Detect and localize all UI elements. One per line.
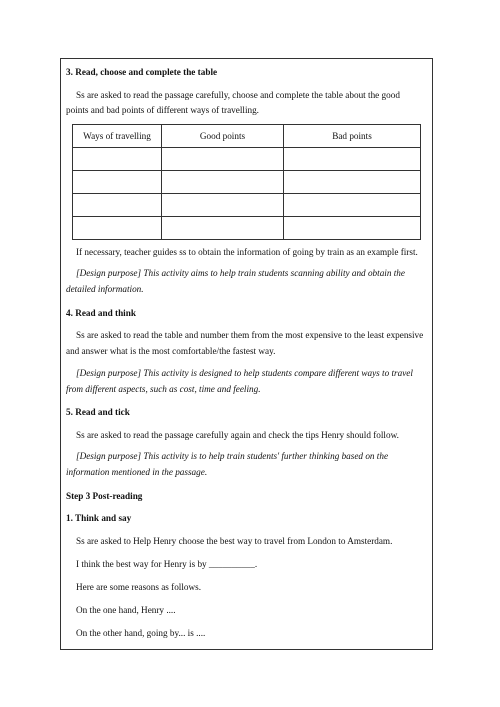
- step-3-line: I think the best way for Henry is by __________.: [76, 559, 258, 569]
- section-4-paragraph-line2: and answer what is the most comfortable/the fastest way.: [66, 346, 276, 356]
- section-5-paragraph: Ss are asked to read the passage carefully again and check the tips Henry should follow.: [76, 430, 399, 440]
- section-4-heading: 4. Read and think: [66, 308, 136, 318]
- table-header-good-points: Good points: [162, 125, 284, 148]
- table-cell[interactable]: [162, 148, 284, 171]
- section-3-heading: 3. Read, choose and complete the table: [66, 67, 218, 77]
- section-5-design-purpose-line1: [Design purpose] This activity is to help train students' further thinking based on the: [76, 451, 389, 461]
- table-cell[interactable]: [73, 171, 162, 194]
- table-row: [73, 217, 421, 240]
- section-4-paragraph-line1: Ss are asked to read the table and number them from the most expensive to the least expensive: [76, 330, 424, 340]
- section-5-heading: 5. Read and tick: [66, 407, 130, 417]
- step-3-line: Ss are asked to Help Henry choose the best way to travel from London to Amsterdam.: [76, 536, 393, 546]
- table-row: [73, 171, 421, 194]
- table-cell[interactable]: [73, 194, 162, 217]
- table-cell[interactable]: [162, 217, 284, 240]
- step-3-line: Here are some reasons as follows.: [76, 582, 202, 592]
- section-3-paragraph-line1: Ss are asked to read the passage carefully, choose and complete the table about the good: [76, 90, 400, 100]
- section-3-design-purpose-line1: [Design purpose] This activity aims to help train students scanning ability and obtain the: [76, 268, 405, 278]
- table-cell[interactable]: [73, 148, 162, 171]
- teacher-note: If necessary, teacher guides ss to obtain the information of going by train as an example first.: [76, 247, 418, 257]
- step-3-heading: Step 3 Post-reading: [66, 491, 143, 501]
- table-cell[interactable]: [162, 194, 284, 217]
- table-row: [73, 194, 421, 217]
- section-4-design-purpose-line1: [Design purpose] This activity is designed to help students compare different ways to travel: [76, 368, 413, 378]
- section-5-design-purpose-line2: information mentioned in the passage.: [66, 467, 208, 477]
- table-cell[interactable]: [73, 217, 162, 240]
- table-header-row: [73, 125, 421, 148]
- table-cell[interactable]: [284, 148, 421, 171]
- step-3-line: On the one hand, Henry ....: [76, 605, 176, 615]
- ways-of-travelling-table: [72, 124, 421, 240]
- table-header-ways: Ways of travelling: [73, 125, 162, 148]
- step-3-line: On the other hand, going by... is ....: [76, 628, 206, 638]
- table-cell[interactable]: [284, 171, 421, 194]
- section-4-design-purpose-line2: from different aspects, such as cost, time and feeling.: [66, 384, 261, 394]
- table-cell[interactable]: [284, 194, 421, 217]
- table-header-bad-points: Bad points: [284, 125, 421, 148]
- section-3-design-purpose-line2: detailed information.: [66, 284, 144, 294]
- step-3-subheading: 1. Think and say: [66, 513, 132, 523]
- table-row: [73, 148, 421, 171]
- section-3-paragraph-line2: points and bad points of different ways of travelling.: [66, 105, 259, 115]
- table-cell[interactable]: [284, 217, 421, 240]
- table-cell[interactable]: [162, 171, 284, 194]
